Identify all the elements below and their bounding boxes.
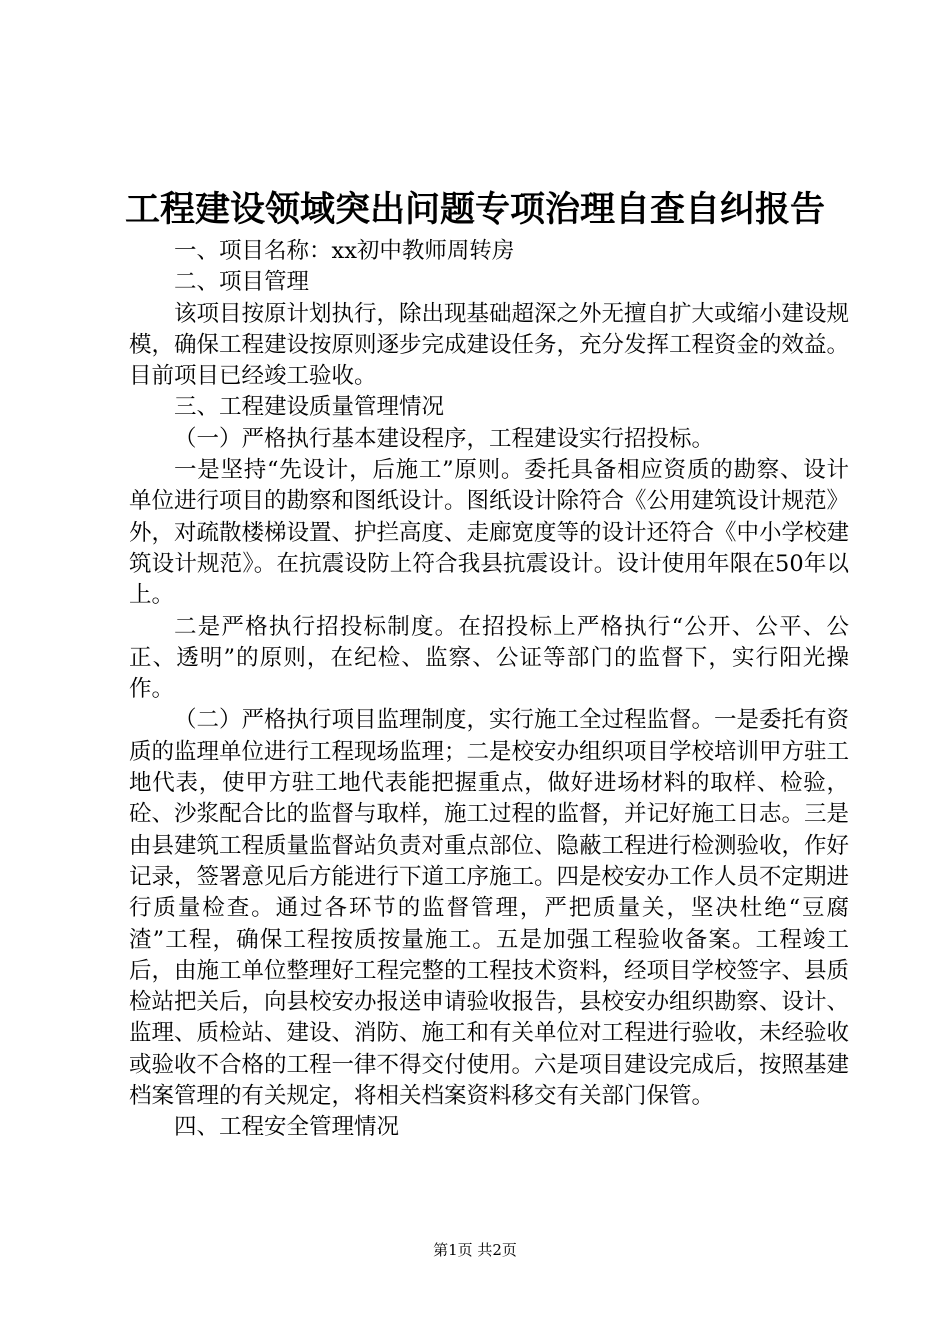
heading-quality-management: 三、工程建设质量管理情况 bbox=[174, 394, 445, 421]
heading-safety-management: 四、工程安全管理情况 bbox=[174, 1114, 400, 1141]
paragraph-design-first: 一是坚持“先设计，后施工”原则。委托具备相应资质的勘察、设计单位进行项目的勘察和图纸设计。图纸设计除符合《公用建筑设计规范》外，对疏散楼梯设置、护拦高度、走廊宽度等的设计还符合《中小学校建筑设计规范》。在抗震设防上符合我县抗震设计。设计使用年限在50年以上。 bbox=[129, 457, 850, 609]
page-footer: 第1页 共2页 bbox=[433, 1241, 517, 1259]
paragraph-project-name: 一、项目名称：xx初中教师周转房 bbox=[174, 238, 515, 264]
heading-project-management: 二、项目管理 bbox=[174, 269, 310, 296]
subheading-construction-procedure: （一）严格执行基本建设程序，工程建设实行招投标。 bbox=[174, 425, 715, 452]
document-body bbox=[129, 236, 849, 1144]
document-title: 工程建设领域突出问题专项治理自查自纠报告 bbox=[124, 189, 825, 230]
paragraph-bidding: 二是严格执行招投标制度。在招投标上严格执行“公开、公平、公正、透明”的原则，在纪检、监察、公证等部门的监督下，实行阳光操作。 bbox=[129, 613, 849, 703]
paragraph-supervision: （二）严格执行项目监理制度，实行施工全过程监督。一是委托有资质的监理单位进行工程现场监理；二是校安办组织项目学校培训甲方驻工地代表，使甲方驻工地代表能把握重点，做好进场材料的取样、检验，砼、沙浆配合比的监督与取样，施工过程的监督，并记好施工日志。三是由县建筑工程质量监督站负责对重点部位、隐蔽工程进行检测验收，作好记录，签署意见后方能进行下道工序施工。四是校安办工作人员不定期进行质量检查。通过各环节的监督管理，严把质量关，坚决杜绝“豆腐渣”工程，确保工程按质按量施工。五是加强工程验收备案。工程竣工后，由施工单位整理好工程完整的工程技术资料，经项目学校签字、县质检站把关后，向县校安办报送申请验收报告，县校安办组织勘察、设计、监理、质检站、建设、消防、施工和有关单位对工程进行验收，未经验收或验收不合格的工程一律不得交付使用。六是项目建设完成后，按照基建档案管理的有关规定，将相关档案资料移交有关部门保管。 bbox=[129, 707, 850, 1110]
paragraph-project-management: 该项目按原计划执行，除出现基础超深之外无擅自扩大或缩小建设规模，确保工程建设按原则逐步完成建设任务，充分发挥工程资金的效益。目前项目已经竣工验收。 bbox=[129, 300, 850, 390]
